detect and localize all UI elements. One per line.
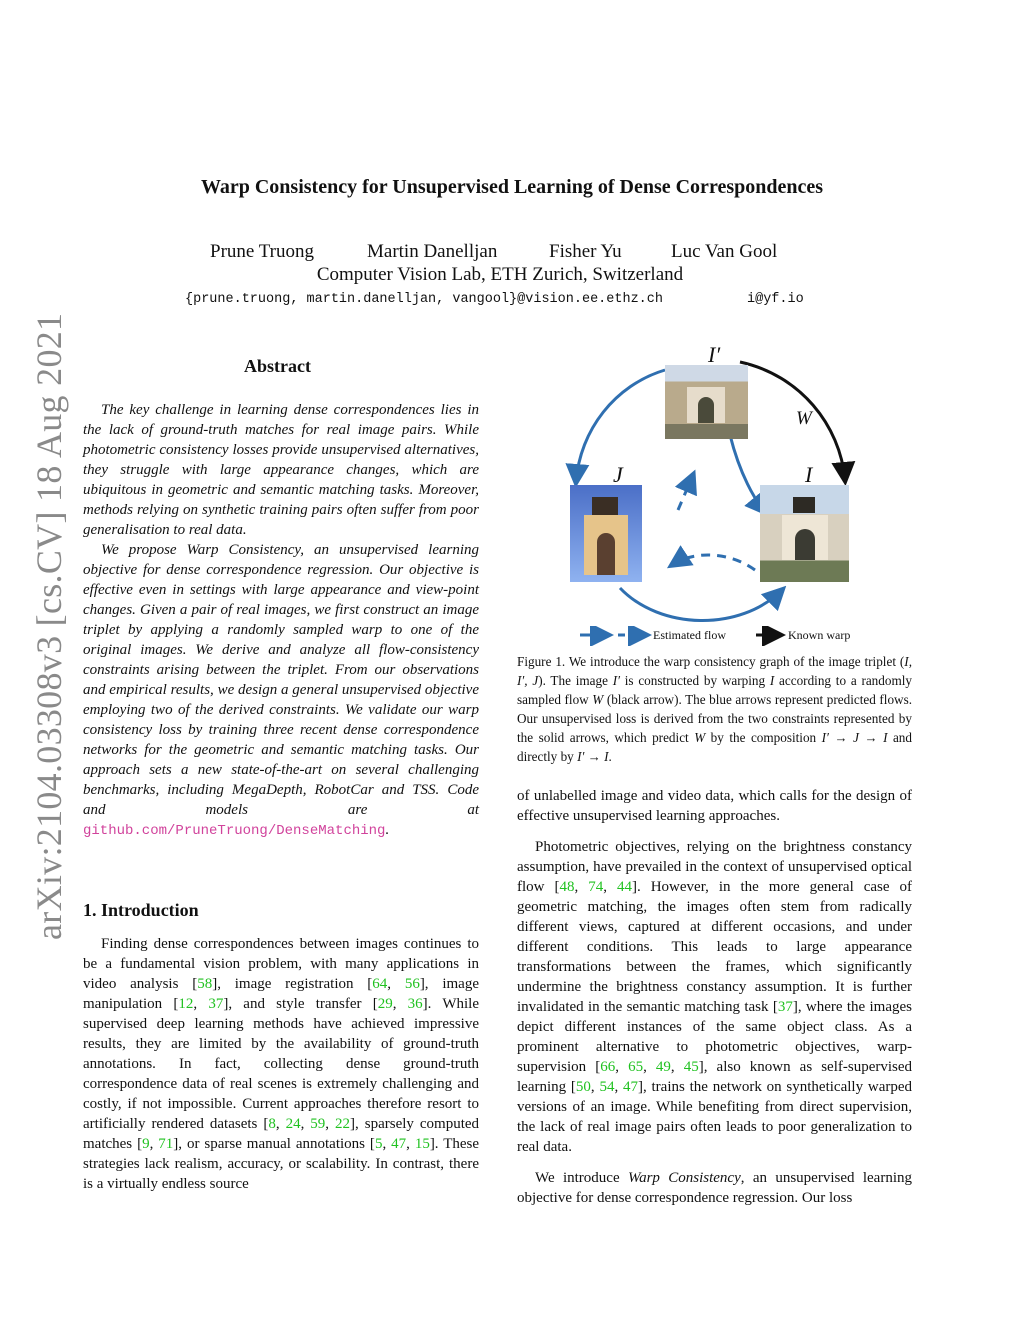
- citation-link[interactable]: 44: [616, 879, 632, 895]
- citation-link[interactable]: 49: [655, 1059, 671, 1075]
- math-expression: I′ → J → I: [821, 730, 888, 745]
- citation-link[interactable]: 65: [628, 1059, 644, 1075]
- text: ], where the images depict different instances of the same object class. As a prominent alternative to photometric objectives, warp-supervision [: [517, 999, 912, 1075]
- text: ,: [193, 996, 209, 1012]
- math-expression: W: [592, 692, 604, 707]
- figure-caption: [517, 652, 912, 766]
- code-link[interactable]: github.com/PruneTruong/DenseMatching: [83, 823, 386, 839]
- label-i-prime: I′: [708, 342, 721, 367]
- abstract-heading: Abstract: [244, 356, 311, 376]
- text: ], and style transfer [: [223, 996, 378, 1012]
- text: We introduce: [535, 1170, 628, 1186]
- citation-link[interactable]: 12: [178, 996, 194, 1012]
- text: ,: [643, 1059, 656, 1075]
- citation-link[interactable]: 24: [285, 1116, 301, 1132]
- text: Finding dense correspondences between images continues to be a fundamental vision problem, with many applications in video analysis [: [83, 936, 479, 992]
- author-name: Fisher Yu: [549, 241, 622, 262]
- citation-link[interactable]: 37: [208, 996, 224, 1012]
- citation-link[interactable]: 8: [268, 1116, 276, 1132]
- citation-link[interactable]: 9: [142, 1136, 150, 1152]
- citation-link[interactable]: 5: [374, 1136, 383, 1152]
- citation-link[interactable]: 47: [622, 1079, 638, 1095]
- citation-link[interactable]: 37: [777, 999, 793, 1015]
- paragraph: [517, 1168, 912, 1208]
- known-warp-arrow: [740, 362, 845, 480]
- math-expression: I: [769, 673, 775, 688]
- right-column-body: [517, 786, 912, 1208]
- arxiv-side-stamp: arXiv:2104.03308v3 [cs.CV] 18 Aug 2021: [29, 312, 69, 940]
- math-expression: I′ → I: [577, 749, 609, 764]
- citation-link[interactable]: 64: [372, 976, 388, 992]
- paper-title: Warp Consistency for Unsupervised Learning of Dense Correspondences: [200, 176, 824, 198]
- flow-arrow-dashed: [678, 475, 693, 510]
- text: Figure 1. We introduce the warp consistency graph of the image triplet (: [517, 654, 905, 669]
- text: ,: [406, 1136, 415, 1152]
- text: according to a randomly sampled flow: [517, 673, 912, 707]
- citation-link[interactable]: 47: [391, 1136, 407, 1152]
- citation-link[interactable]: 54: [599, 1079, 615, 1095]
- text: ). The image: [538, 673, 613, 688]
- math-expression: I′: [612, 673, 620, 688]
- author-emails: [185, 292, 835, 307]
- flow-arrow-dashed: [672, 555, 755, 570]
- image-i-prime: [665, 365, 748, 439]
- abstract-end: .: [385, 822, 390, 838]
- flow-arrow: [620, 588, 782, 621]
- text: ]. These strategies lack realism, accuracy, or scalability. In contrast, there is a virtually endless source: [83, 1136, 480, 1192]
- text: is constructed by warping: [619, 673, 770, 688]
- text: .: [608, 749, 612, 764]
- text: ,: [590, 1079, 600, 1095]
- text: ,: [325, 1116, 336, 1132]
- label-j: J: [613, 462, 623, 487]
- introduction-body: [83, 934, 479, 1194]
- label-w: W: [796, 408, 812, 429]
- text: ,: [300, 1116, 311, 1132]
- text: ,: [615, 1059, 629, 1075]
- abstract-paragraph: [83, 540, 479, 841]
- citation-link[interactable]: 29: [377, 996, 393, 1012]
- abstract-paragraph: The key challenge in learning dense correspondences lies in the lack of ground-truth matches for real image pairs. While photometric consistency losses provide unsupervised alternatives, they struggle with large appearance changes, which are ubiquitous in geometric and semantic matching tasks. Moreover, methods relying on synthetic training pairs often suffer from poor generalisation to real data.: [83, 402, 479, 538]
- introduction-heading: 1. Introduction: [83, 900, 199, 920]
- abstract-body: [83, 400, 479, 841]
- citation-link[interactable]: 56: [404, 976, 420, 992]
- citation-link[interactable]: 22: [335, 1116, 351, 1132]
- citation-link[interactable]: 36: [407, 996, 423, 1012]
- author-name: Martin Danelljan: [367, 241, 498, 262]
- text: by the composition: [705, 730, 822, 745]
- email-group: {prune.truong, martin.danelljan, vangool}@vision.ee.ethz.ch: [185, 292, 663, 307]
- legend-estimated-flow: Estimated flow: [653, 628, 726, 642]
- text: (black arrow). The blue arrows represent predicted flows. Our unsupervised loss is derived from the two constraints represented by the solid arrows, which predict: [517, 692, 912, 745]
- figure-legend: [580, 626, 910, 646]
- text: ,: [275, 1116, 286, 1132]
- text: ,: [392, 996, 408, 1012]
- legend-graphic: [580, 626, 910, 646]
- text: ], or sparse manual annotations [: [173, 1136, 375, 1152]
- text: ,: [387, 976, 405, 992]
- text: , an unsupervised learning objective for dense correspondence regression. Our loss: [517, 1170, 912, 1206]
- image-j: [570, 485, 642, 582]
- paragraph: [517, 837, 912, 1157]
- introduction-paragraph: [83, 934, 479, 1194]
- email-single: i@yf.io: [747, 292, 804, 307]
- citation-link[interactable]: 58: [197, 976, 213, 992]
- warp-consistency-figure: [560, 340, 870, 650]
- citation-link[interactable]: 45: [683, 1059, 699, 1075]
- text: ,: [149, 1136, 159, 1152]
- author-name: Luc Van Gool: [671, 241, 778, 262]
- label-i: I: [805, 462, 813, 487]
- text: ], sparsely computed matches [: [83, 1116, 480, 1152]
- abstract-text: We propose Warp Consistency, an unsupervised learning objective for dense correspondence regression. Our objective is effective even in settings with large appearance and view-point changes. Given a pair of real images, we first construct an image triplet by applying a randomly sampled warp to one of the original images. We derive and analyze all flow-consistency constraints arising between the triplet. From our observations and empirical results, we design a general unsupervised objective employing two of the derived constraints. We validate our warp consistency loss by training three recent dense correspondence networks for the geometric and semantic matching tasks. Our approach sets a new state-of-the-art on several challenging benchmarks, including MegaDepth, RobotCar and TSS. Code and models are at: [83, 542, 479, 818]
- citation-link[interactable]: 15: [414, 1136, 430, 1152]
- author-name: Prune Truong: [210, 241, 314, 262]
- text: ], trains the network on synthetically warped versions of an image. While benefiting from direct supervision, the lack of real image pairs often leads to poor generalization to real data.: [517, 1079, 913, 1155]
- legend-known-warp: Known warp: [788, 628, 851, 642]
- citation-link[interactable]: 74: [588, 879, 604, 895]
- math-expression: I, I′, J: [517, 654, 912, 688]
- text: ], also known as self-supervised learning [: [517, 1059, 913, 1095]
- citation-link[interactable]: 71: [158, 1136, 174, 1152]
- text: ,: [382, 1136, 392, 1152]
- text: ,: [574, 879, 589, 895]
- text: ], image registration [: [212, 976, 373, 992]
- citation-link[interactable]: 66: [600, 1059, 616, 1075]
- text: ,: [603, 879, 617, 895]
- affiliation: Computer Vision Lab, ETH Zurich, Switzerland: [316, 264, 684, 285]
- text: Photometric objectives, relying on the brightness constancy assumption, have prevailed in the context of unsupervised optical flow [: [517, 839, 912, 895]
- paragraph: of unlabelled image and video data, which calls for the design of effective unsupervised learning approaches.: [517, 788, 912, 824]
- emphasis: Warp Consistency: [627, 1170, 741, 1186]
- text: ,: [670, 1059, 684, 1075]
- image-i: [760, 485, 849, 582]
- citation-link[interactable]: 48: [559, 879, 575, 895]
- text: ], image manipulation [: [83, 976, 479, 1012]
- text: ]. While supervised deep learning methods have achieved impressive results, they are limited by the availability of ground-truth annotations. In fact, collecting dense ground-truth correspondence data of real scenes is extremely challenging and costly, if not impossible. Current approaches therefore resort to artificially rendered datasets [: [83, 996, 480, 1132]
- citation-link[interactable]: 50: [575, 1079, 591, 1095]
- citation-link[interactable]: 59: [310, 1116, 326, 1132]
- math-expression: W: [694, 730, 706, 745]
- text: ,: [614, 1079, 623, 1095]
- text: and directly by: [517, 730, 912, 764]
- text: ]. However, in the more general case of geometric matching, the images often stem from radically different views, captured at different occasions, and under different conditions. This leads to large appearance transformations between the frames, which significantly undermine the brightness constancy assumption. It is further invalidated in the semantic matching task [: [517, 879, 913, 1015]
